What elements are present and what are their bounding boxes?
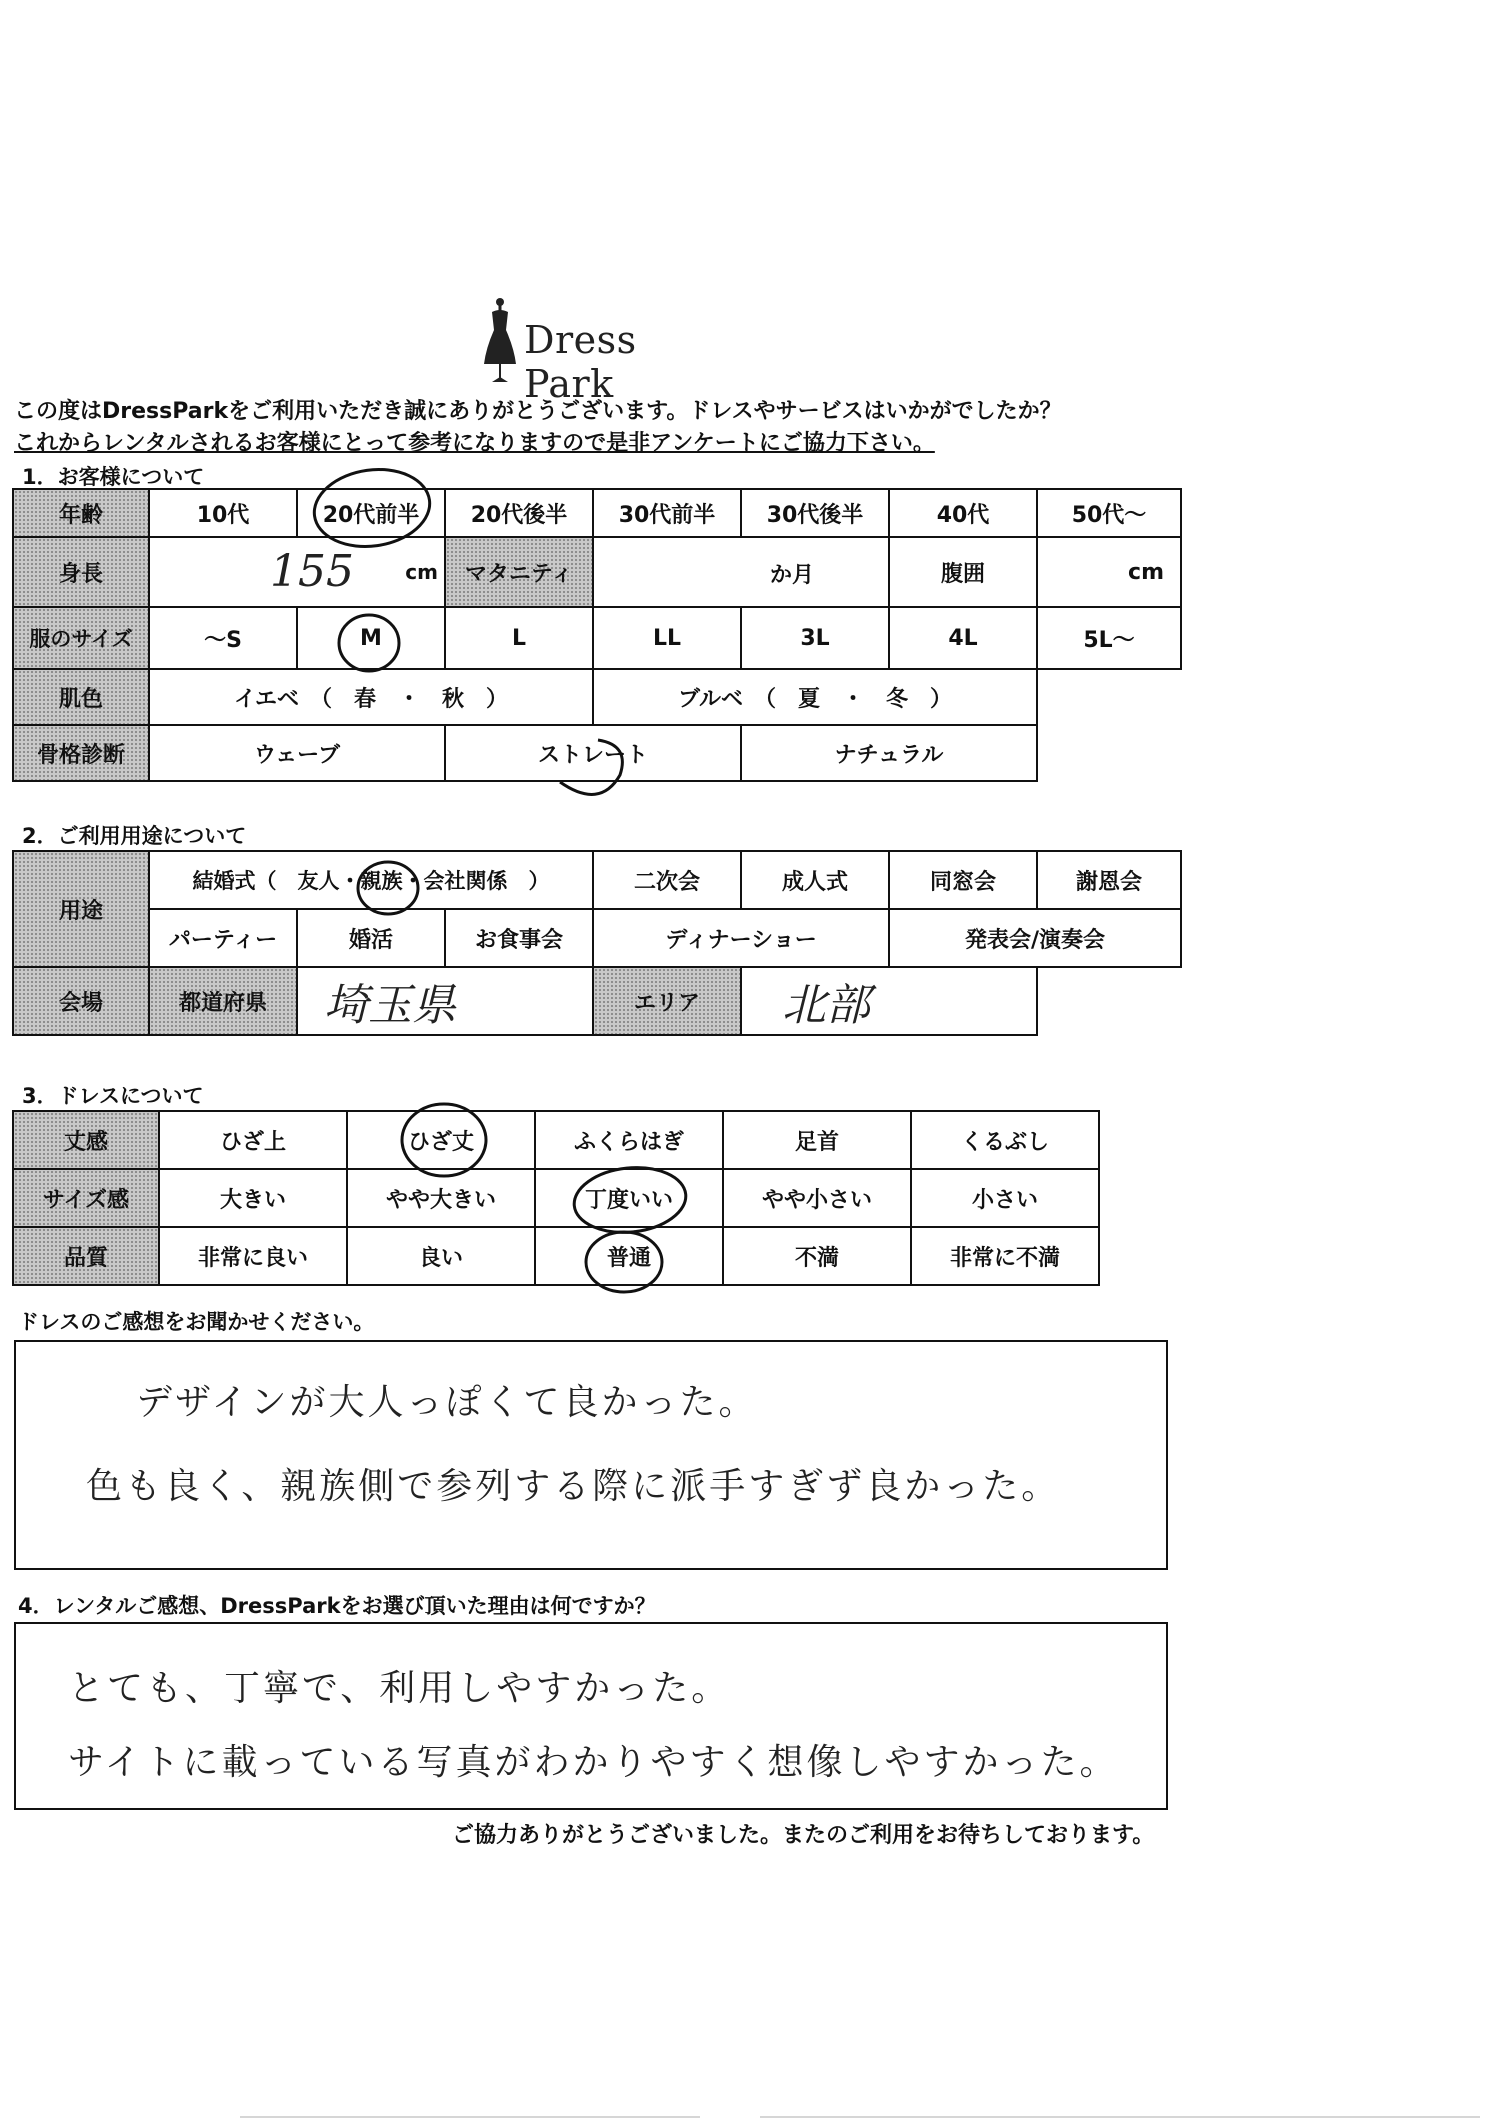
- fit-option[interactable]: 大きい: [159, 1169, 347, 1227]
- venue-row: [13, 967, 1181, 1035]
- age-option[interactable]: 30代前半: [593, 489, 741, 537]
- length-option[interactable]: ひざ上: [159, 1111, 347, 1169]
- wedding-option[interactable]: 結婚式（ 友人・親族・会社関係 ）: [149, 851, 593, 909]
- length-label: 丈感: [13, 1111, 159, 1169]
- section1-title: 1．お客様について: [22, 465, 205, 489]
- skin-row: [13, 669, 1181, 725]
- frame-option-selected[interactable]: ストレート: [445, 725, 741, 781]
- venue-label: 会場: [13, 967, 149, 1035]
- height-label: 身長: [13, 537, 149, 607]
- quality-option-selected[interactable]: 普通: [535, 1227, 723, 1285]
- fit-option[interactable]: やや小さい: [723, 1169, 911, 1227]
- section2-title: 2．ご利用用途について: [22, 824, 247, 848]
- size-option[interactable]: 5L～: [1037, 607, 1181, 669]
- reason-line: サイトに載っている写真がわかりやすく想像しやすかった。: [68, 1742, 1119, 1783]
- purpose-option[interactable]: 成人式: [741, 851, 889, 909]
- section3-title: 3．ドレスについて: [22, 1084, 204, 1108]
- waist-unit: cm: [1128, 559, 1164, 585]
- age-label: 年齢: [13, 489, 149, 537]
- scan-artifact: [760, 2116, 1480, 2118]
- dress-table: [12, 1110, 1100, 1286]
- waist-field[interactable]: [1037, 537, 1181, 607]
- age-option[interactable]: 40代: [889, 489, 1037, 537]
- thanks-text: ご協力ありがとうございました。またのご利用をお待ちしております。: [452, 1823, 1155, 1848]
- quality-label: 品質: [13, 1227, 159, 1285]
- waist-label: 腹囲: [889, 537, 1037, 607]
- reason-line: とても、丁寧で、利用しやすかった。: [68, 1668, 731, 1709]
- section4-title: 4．レンタルご感想、DressParkをお選び頂いた理由は何ですか？: [18, 1594, 656, 1618]
- impression-prompt: ドレスのご感想をお聞かせください。: [18, 1310, 375, 1334]
- purpose-table: [12, 850, 1182, 1036]
- maternity-field[interactable]: [593, 537, 889, 607]
- height-unit: cm: [405, 560, 438, 584]
- purpose-option[interactable]: ディナーショー: [593, 909, 889, 967]
- frame-option[interactable]: ナチュラル: [741, 725, 1037, 781]
- frame-row: [13, 725, 1181, 781]
- size-option[interactable]: ～S: [149, 607, 297, 669]
- fit-option[interactable]: 小さい: [911, 1169, 1099, 1227]
- fit-row: [13, 1169, 1099, 1227]
- empty-cell: [1037, 967, 1181, 1035]
- purpose-option[interactable]: 謝恩会: [1037, 851, 1181, 909]
- purpose-row-2: [13, 909, 1181, 967]
- dresspark-logo: [480, 296, 720, 406]
- skin-yellow-option[interactable]: イエベ （ 春 ・ 秋 ）: [149, 669, 593, 725]
- prefecture-label: 都道府県: [149, 967, 297, 1035]
- length-row: [13, 1111, 1099, 1169]
- quality-option[interactable]: 良い: [347, 1227, 535, 1285]
- size-option-selected[interactable]: M: [297, 607, 445, 669]
- quality-option[interactable]: 不満: [723, 1227, 911, 1285]
- size-row: [13, 607, 1181, 669]
- intro-request: これからレンタルされるお客様にとって参考になりますので是非アンケートにご協力下さい。: [14, 431, 935, 456]
- purpose-option[interactable]: お食事会: [445, 909, 593, 967]
- height-row: [13, 537, 1181, 607]
- age-option[interactable]: 30代後半: [741, 489, 889, 537]
- impression-line: デザインが大人っぽくて良かった。: [136, 1382, 758, 1423]
- height-value: 155: [270, 546, 354, 597]
- purpose-option[interactable]: パーティー: [149, 909, 297, 967]
- length-option-selected[interactable]: ひざ丈: [347, 1111, 535, 1169]
- purpose-row-1: [13, 851, 1181, 909]
- size-option[interactable]: L: [445, 607, 593, 669]
- length-option[interactable]: くるぶし: [911, 1111, 1099, 1169]
- size-option[interactable]: 3L: [741, 607, 889, 669]
- frame-label: 骨格診断: [13, 725, 149, 781]
- area-label: エリア: [593, 967, 741, 1035]
- fit-label: サイズ感: [13, 1169, 159, 1227]
- age-row: [13, 489, 1181, 537]
- intro-text: この度はDressParkをご利用いただき誠にありがとうございます。ドレスやサービスはいかがでしたか？: [14, 399, 1062, 424]
- purpose-option[interactable]: 婚活: [297, 909, 445, 967]
- purpose-option[interactable]: 同窓会: [889, 851, 1037, 909]
- purpose-option[interactable]: 発表会/演奏会: [889, 909, 1181, 967]
- logo-text: Dress Park: [524, 318, 637, 406]
- area-field[interactable]: [741, 967, 1037, 1035]
- age-option[interactable]: 20代後半: [445, 489, 593, 537]
- impression-textarea[interactable]: [14, 1340, 1168, 1570]
- empty-cell: [1037, 669, 1181, 725]
- purpose-option[interactable]: 二次会: [593, 851, 741, 909]
- skin-label: 肌色: [13, 669, 149, 725]
- customer-table: [12, 488, 1182, 782]
- quality-option[interactable]: 非常に不満: [911, 1227, 1099, 1285]
- length-option[interactable]: 足首: [723, 1111, 911, 1169]
- frame-option[interactable]: ウェーブ: [149, 725, 445, 781]
- quality-row: [13, 1227, 1099, 1285]
- dress-form-icon: [480, 296, 520, 386]
- scan-artifact: [240, 2116, 700, 2118]
- impression-line: 色も良く、親族側で参列する際に派手すぎず良かった。: [86, 1466, 1061, 1507]
- age-option[interactable]: 50代～: [1037, 489, 1181, 537]
- age-option-selected[interactable]: 20代前半: [297, 489, 445, 537]
- purpose-label: 用途: [13, 851, 149, 967]
- empty-cell: [1037, 725, 1181, 781]
- length-option[interactable]: ふくらはぎ: [535, 1111, 723, 1169]
- size-label: 服のサイズ: [13, 607, 149, 669]
- size-option[interactable]: LL: [593, 607, 741, 669]
- skin-blue-option[interactable]: ブルベ （ 夏 ・ 冬 ）: [593, 669, 1037, 725]
- age-option[interactable]: 10代: [149, 489, 297, 537]
- prefecture-field[interactable]: [297, 967, 593, 1035]
- area-value: 北部: [782, 980, 871, 1031]
- maternity-label: マタニティ: [445, 537, 593, 607]
- height-field[interactable]: [149, 537, 445, 607]
- fit-option-selected[interactable]: 丁度いい: [535, 1169, 723, 1227]
- reason-textarea[interactable]: [14, 1622, 1168, 1810]
- size-option[interactable]: 4L: [889, 607, 1037, 669]
- months-unit: か月: [770, 563, 815, 588]
- fit-option[interactable]: やや大きい: [347, 1169, 535, 1227]
- quality-option[interactable]: 非常に良い: [159, 1227, 347, 1285]
- prefecture-value: 埼玉県: [324, 980, 456, 1031]
